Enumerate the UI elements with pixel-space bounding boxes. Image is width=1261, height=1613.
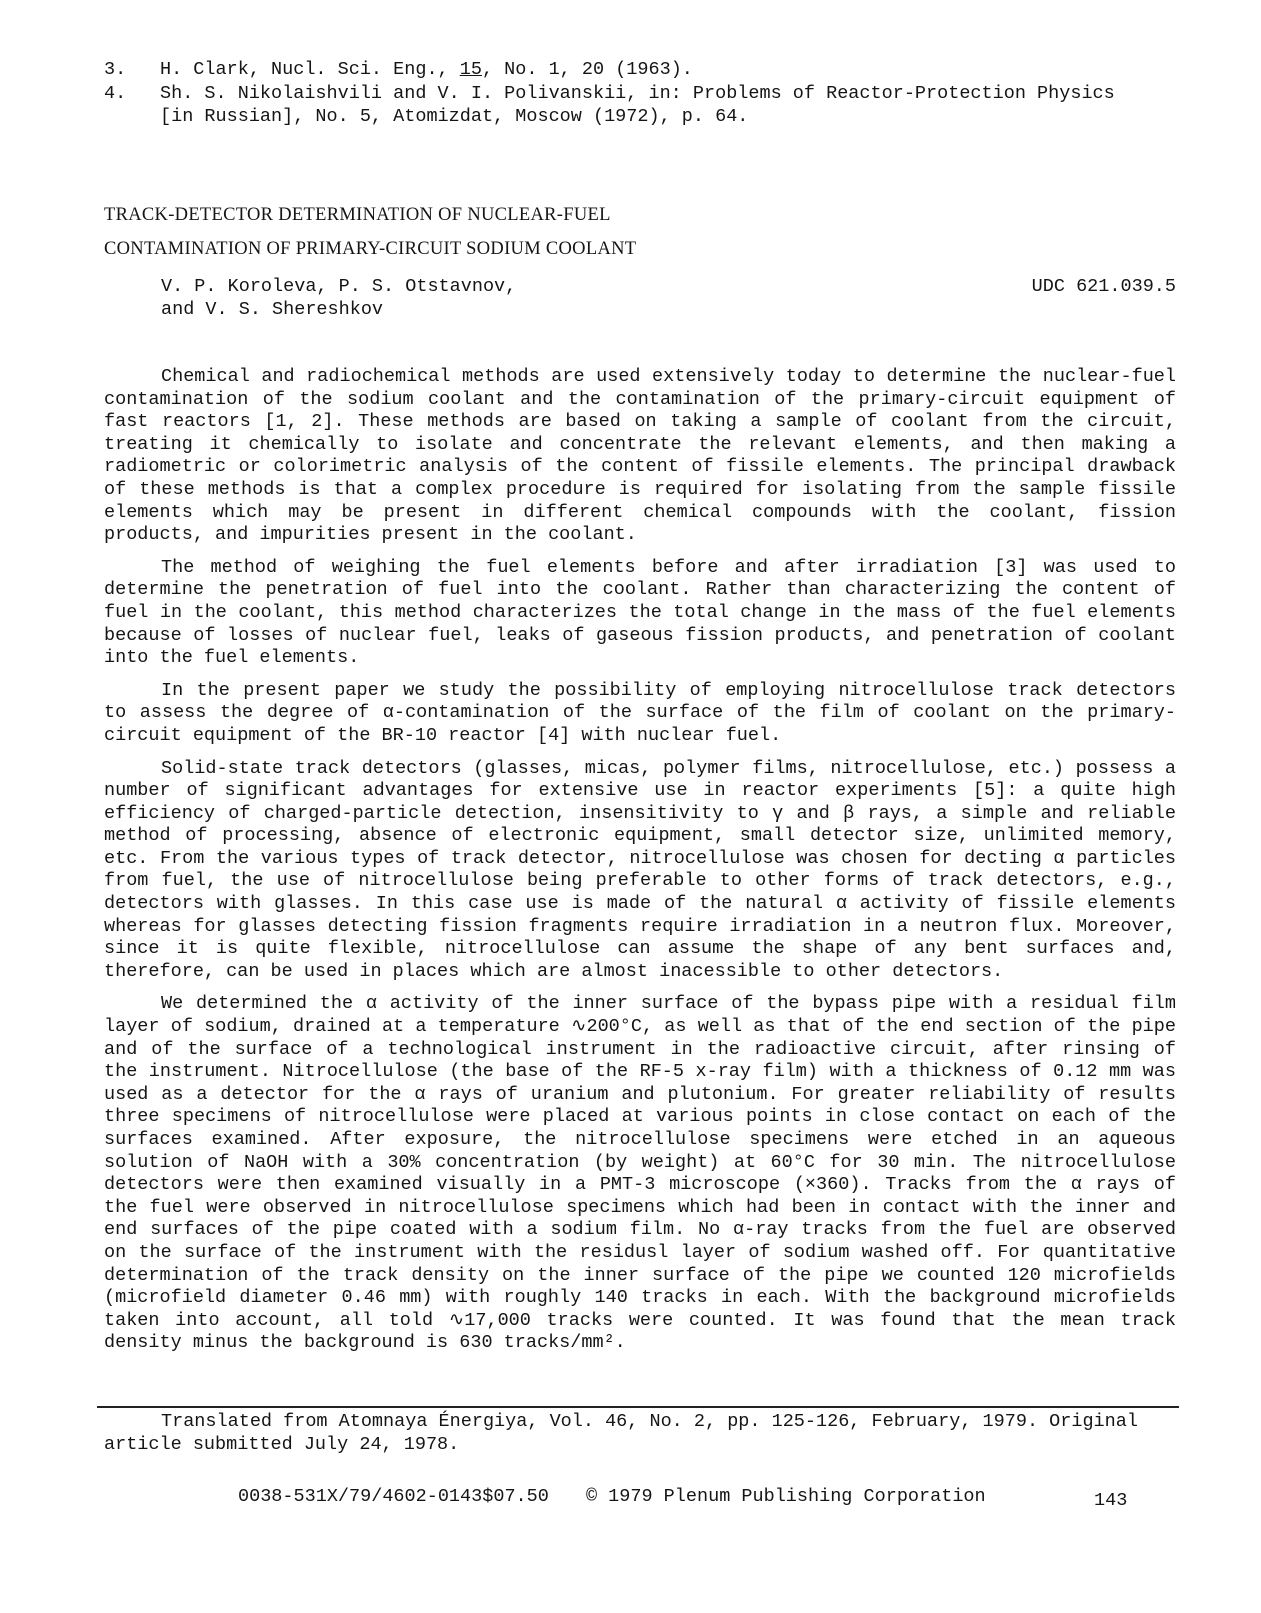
reference-volume: 15 (459, 59, 482, 80)
article-body (104, 366, 1176, 1365)
page-number: 143 (1094, 1490, 1128, 1511)
publication-code: 0038-531X/79/4602-0143$07.50 (238, 1486, 549, 1507)
author-list: V. P. Koroleva, P. S. Otstavnov, and V. S. Shereshkov (161, 276, 517, 320)
reference-list (104, 58, 1174, 129)
reference-item (104, 58, 1174, 82)
body-paragraph: In the present paper we study the possibility of employing nitrocellulose track detectors to assess the degree of α-contamination of the surface of the film of coolant on the primary-circuit equipment of the BR-10 reactor [4] with nuclear fuel. (104, 679, 1176, 746)
reference-text: Sh. S. Nikolaishvili and V. I. Polivanskii, in: Problems of Reactor-Protection Physics [in Russian], No. 5, Atomizdat, Moscow (1972), p. 64. (160, 82, 1115, 127)
title-line: TRACK-DETECTOR DETERMINATION OF NUCLEAR-FUEL (104, 205, 611, 225)
reference-item (104, 82, 1174, 129)
body-paragraph: The method of weighing the fuel elements before and after irradiation [3] was used to determine the penetration of fuel into the coolant. Rather than characterizing the content of fuel in the coolant, this method characterizes the total change in the mass of the fuel elements because of losses of nuclear fuel, leaks of gaseous fission products, and penetration of coolant into the fuel elements. (104, 556, 1176, 669)
reference-number: 4. (104, 82, 127, 104)
body-paragraph: Chemical and radiochemical methods are used extensively today to determine the nuclear-fuel contamination of the sodium coolant and the contamination of the primary-circuit equipment of fast reactors [1, 2]. These methods are based on taking a sample of coolant from the circuit, treating it chemically to isolate and concentrate the relevant elements, and then making a radiometric or colorimetric analysis of the content of fissile elements. The principal drawback of these methods is that a complex procedure is required for isolating from the sample fissile elements which may be present in different chemical compounds with the coolant, fission products, and impurities present in the coolant. (104, 366, 1176, 546)
reference-text: H. Clark, Nucl. Sci. Eng., 15, No. 1, 20 (1963). (160, 59, 693, 80)
body-paragraph: We determined the α activity of the inner surface of the bypass pipe with a residual film layer of sodium, drained at a temperature ∿200°C, as well as that of the end section of the pipe and of the surface of a technological instrument in the radioactive circuit, after rinsing of the instrument. Nitrocellulose (the base of the RF-5 x-ray film) with a thickness of 0.12 mm was used as a detector for the α rays of uranium and plutonium. For greater reliability of results three specimens of nitrocellulose were placed at various points in close contact on each of the surfaces examined. After exposure, the nitrocellulose specimens were etched in an aqueous solution of NaOH with a 30% concentration (by weight) at 60°C for 30 min. The nitrocellulose detectors were then examined visually in a PMT-3 microscope (×360). Tracks from the α rays of the fuel were observed in nitrocellulose specimens which had been in contact with the inner and end surfaces of the pipe coated with a sodium film. No α-ray tracks from the fuel are observed on the surface of the instrument with the residusl layer of sodium washed off. For quantitative determination of the track density on the inner surface of the pipe we counted 120 microfields (microfield diameter 0.46 mm) with roughly 140 tracks in each. With the background microfields taken into account, all told ∿17,000 tracks were counted. It was found that the mean track density minus the background is 630 tracks/mm². (104, 993, 1176, 1354)
translation-footnote: Translated from Atomnaya Énergiya, Vol. 46, No. 2, pp. 125-126, February, 1979. Original article submitted July 24, 1978. (104, 1411, 1138, 1455)
article-title (104, 198, 1004, 266)
body-paragraph: Solid-state track detectors (glasses, micas, polymer films, nitrocellulose, etc.) possess a number of significant advantages for extensive use in reactor experiments [5]: a quite high efficiency of charged-particle detection, insensitivity to γ and β rays, a simple and reliable method of processing, absence of electronic equipment, small detector size, unlimited memory, etc. From the various types of track detector, nitrocellulose was chosen for decting α particles from fuel, the use of nitrocellulose being preferable to other forms of track detectors, e.g., detectors with glasses. In this case use is made of the natural α activity of fissile elements whereas for glasses detecting fission fragments require irradiation in a neutron flux. Moreover, since it is quite flexible, nitrocellulose can assume the shape of any bent surfaces and, therefore, can be used in places which are almost inacessible to other detectors. (104, 757, 1176, 982)
reference-number: 3. (104, 59, 127, 80)
udc-code: UDC 621.039.5 (1031, 276, 1176, 297)
page-footer (238, 1486, 1012, 1507)
title-line: CONTAMINATION OF PRIMARY-CIRCUIT SODIUM COOLANT (104, 239, 637, 259)
footnote-divider (97, 1406, 1179, 1408)
copyright-notice: © 1979 Plenum Publishing Corporation (585, 1486, 986, 1507)
